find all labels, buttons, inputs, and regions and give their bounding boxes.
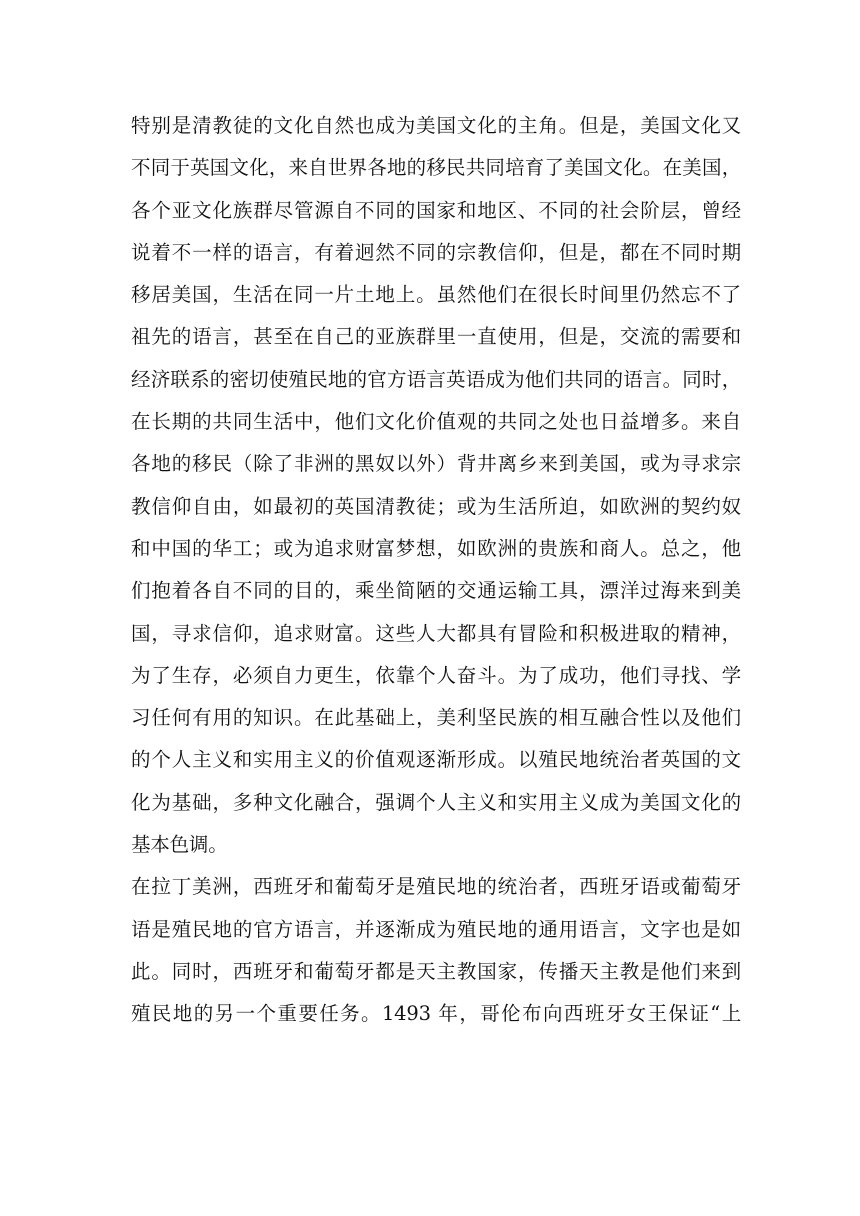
body-text: [131, 105, 741, 1036]
text-line: 习任何有用的知识。在此基础上，美利坚民族的相互融合性以及他们: [131, 706, 741, 730]
text-line: 经济联系的密切使殖民地的官方语言英语成为他们共同的语言。同时，: [131, 367, 741, 391]
text-line: 们抱着各自不同的目的，乘坐简陋的交通运输工具，漂洋过海来到美: [131, 579, 741, 603]
text-line: 在长期的共同生活中，他们文化价值观的共同之处也日益增多。来自: [131, 410, 741, 434]
text-line: 殖民地的另一个重要任务。1493 年，哥伦布向西班牙女王保证“上: [131, 1002, 741, 1026]
text-line: 教信仰自由，如最初的英国清教徒；或为生活所迫，如欧洲的契约奴: [131, 494, 741, 518]
text-line: 和中国的华工；或为追求财富梦想，如欧洲的贵族和商人。总之，他: [131, 536, 741, 560]
text-line: 不同于英国文化，来自世界各地的移民共同培育了美国文化。在美国，: [131, 156, 741, 180]
text-line: 在拉丁美洲，西班牙和葡萄牙是殖民地的统治者，西班牙语或葡萄牙: [131, 875, 741, 899]
text-line: 各地的移民（除了非洲的黑奴以外）背井离乡来到美国，或为寻求宗: [131, 452, 741, 476]
text-line: 此。同时，西班牙和葡萄牙都是天主教国家，传播天主教是他们来到: [131, 959, 741, 983]
text-line: 语是殖民地的官方语言，并逐渐成为殖民地的通用语言，文字也是如: [131, 917, 741, 941]
paragraph: [131, 866, 741, 1035]
paragraph: [131, 105, 741, 866]
text-line: 特别是清教徒的文化自然也成为美国文化的主角。但是，美国文化又: [131, 114, 741, 137]
text-line: 的个人主义和实用主义的价值观逐渐形成。以殖民地统治者英国的文: [131, 748, 741, 772]
text-line: 各个亚文化族群尽管源自不同的国家和地区、不同的社会阶层，曾经: [131, 198, 741, 222]
text-line: 基本色调。: [131, 833, 228, 857]
text-line: 祖先的语言，甚至在自己的亚族群里一直使用，但是，交流的需要和: [131, 325, 741, 349]
text-line: 国，寻求信仰，追求财富。这些人大都具有冒险和积极进取的精神，: [131, 621, 741, 645]
text-line: 为了生存，必须自力更生，依靠个人奋斗。为了成功，他们寻找、学: [131, 663, 741, 687]
text-line: 移居美国，生活在同一片土地上。虽然他们在很长时间里仍然忘不了: [131, 283, 741, 307]
text-line: 说着不一样的语言，有着迥然不同的宗教信仰，但是，都在不同时期: [131, 240, 741, 264]
text-line: 化为基础，多种文化融合，强调个人主义和实用主义成为美国文化的: [131, 790, 741, 814]
